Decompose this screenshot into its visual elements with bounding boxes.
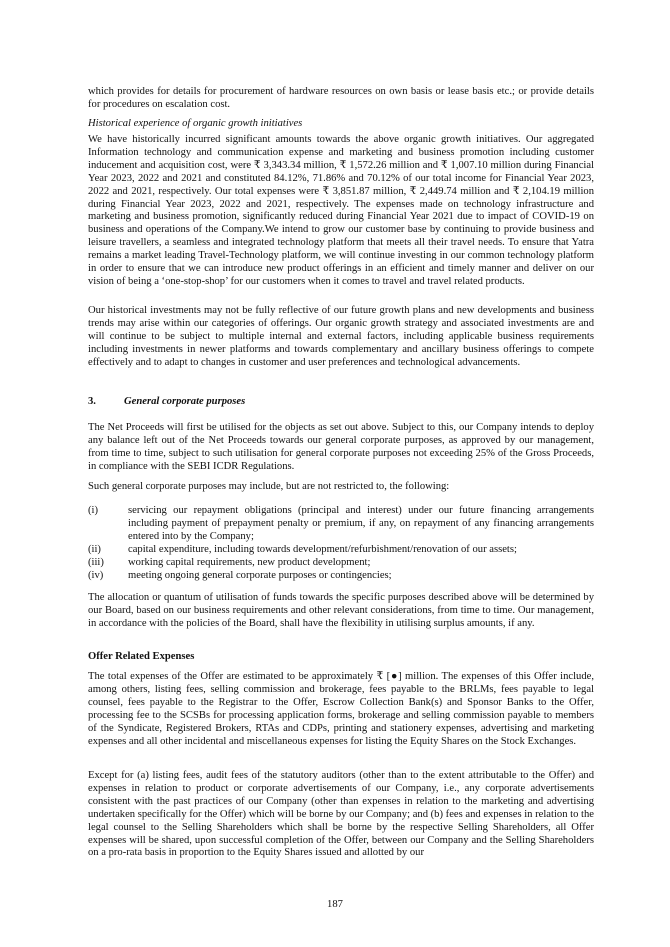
list-item — [88, 544, 594, 557]
paragraph-purposes-intro: Such general corporate purposes may include, but are not restricted to, the following: — [88, 481, 450, 492]
list-label: (i) — [88, 505, 98, 516]
list-item — [88, 557, 594, 570]
list-text: capital expenditure, including towards development/refurbishment/renovation of our assets; — [128, 543, 517, 555]
list-label: (iv) — [88, 569, 104, 581]
paragraph-historical-expenses: We have historically incurred significant amounts towards the above organic growth initiatives. Our aggregated Information technology and communication expense and marketing and business promotion including customer inducement and acquisition cost, were ₹ 3,343.34 million, ₹ 1,572.26 million and ₹ 1,007.10 million during Financial Year 2023, 2022 and 2021 and constituted 84.12%, 71.86% and 70.12% of our total income for Financial Year 2023, 2022 and 2021, respectively. Our total expenses were ₹ 3,851.87 million, ₹ 2,449.74 million and ₹ 2,104.19 million during Financial Year 2023, 2022 and 2021, respectively. The expenses made on technology infrastructure and marketing and business promotion, significantly reduced during Financial Year 2021 due to impact of COVID-19 on business and operations of the Company.We intend to grow our customer base by continuing to provide business and leisure travellers, a seamless and integrated technology platform that meets all their travel needs. To ensure that Yatra remains a market leading Travel-Technology platform, we will continue investing in our common technology platform in order to ensure that we can introduce new product offerings in an efficient and timely manner and deliver on our vision of being a ‘one-stop-shop’ for our customers when it comes to travel and travel related products. — [88, 134, 594, 287]
list-text: servicing our repayment obligations (principal and interest) under our future financing arrangements including payment of prepayment penalty or premium, if any, on repayment of any financing arrangements entered into by the Company; — [128, 505, 594, 542]
section-heading-general-corporate-purposes — [88, 396, 594, 409]
paragraph-historical-investments: Our historical investments may not be fully reflective of our future growth plans and new developments and business trends may arise within our categories of offerings. Our organic growth strategy and associated investments are and will continue to be subject to multiple internal and external factors, including applicable business requirements including investments in newer platforms and towards complementary and ancillary business offerings to compete effectively and to adapt to changes in customer and user preferences and technological advancements. — [88, 305, 594, 368]
list-label: (iii) — [88, 556, 104, 568]
paragraph-allocation: The allocation or quantum of utilisation of funds towards the specific purposes described above will be determined by our Board, based on our business requirements and other relevant considerations, from time to time. Our management, in accordance with the policies of the Board, shall have the flexibility in utilising surplus amounts, if any. — [88, 592, 594, 629]
heading-offer-related-expenses: Offer Related Expenses — [88, 651, 195, 662]
section-number: 3. — [88, 396, 96, 407]
subheading-historical-experience: Historical experience of organic growth initiatives — [88, 118, 303, 129]
list-text: working capital requirements, new product development; — [128, 556, 371, 568]
list-item — [88, 570, 594, 583]
paragraph-offer-expenses: The total expenses of the Offer are estimated to be approximately ₹ [●] million. The expenses of this Offer include, among others, listing fees, selling commission and brokerage, fees payable to the BRLMs, fees payable to legal counsel, fees payable to the Registrar to the Offer, Escrow Collection Bank(s) and Sponsor Banks to the Offer, processing fee to the SCSBs for processing application forms, brokerage and selling commission payable to members of the Syndicate, Registered Brokers, RTAs and CDPs, printing and stationery expenses, advertising and marketing expenses and all other incidental and miscellaneous expenses for listing the Equity Shares on the Stock Exchanges. — [88, 671, 594, 747]
purposes-list — [88, 505, 594, 582]
paragraph-procurement: which provides for details for procurement of hardware resources on own basis or lease basis etc.; or provide details for procedures on escalation cost. — [88, 86, 594, 110]
list-label: (ii) — [88, 543, 101, 555]
list-item — [88, 505, 594, 544]
list-text: meeting ongoing general corporate purposes or contingencies; — [128, 569, 392, 581]
paragraph-net-proceeds: The Net Proceeds will first be utilised for the objects as set out above. Subject to this, our Company intends to deploy any balance left out of the Net Proceeds towards our general corporate purposes, as approved by our management, from time to time, subject to such utilisation for general corporate purposes not exceeding 25% of the Gross Proceeds, in compliance with the SEBI ICDR Regulations. — [88, 422, 594, 472]
section-title: General corporate purposes — [124, 396, 246, 407]
paragraph-expense-sharing: Except for (a) listing fees, audit fees of the statutory auditors (other than to the extent attributable to the Offer) and expenses in relation to product or corporate advertisements of our Company, i.e., any corporate advertisements consistent with the past practices of our Company (other than expenses in relation to the marketing and advertising undertaken specifically for the Offer) which will be borne by our Company; and (b) fees and expenses in relation to the legal counsel to the Selling Shareholders which shall be borne by the respective Selling Shareholders, all Offer expenses will be shared, upon successful completion of the Offer, between our Company and the Selling Shareholders on a pro-rata basis in proportion to the Equity Shares issued and allotted by our — [88, 770, 594, 859]
page-number: 187 — [327, 899, 343, 910]
